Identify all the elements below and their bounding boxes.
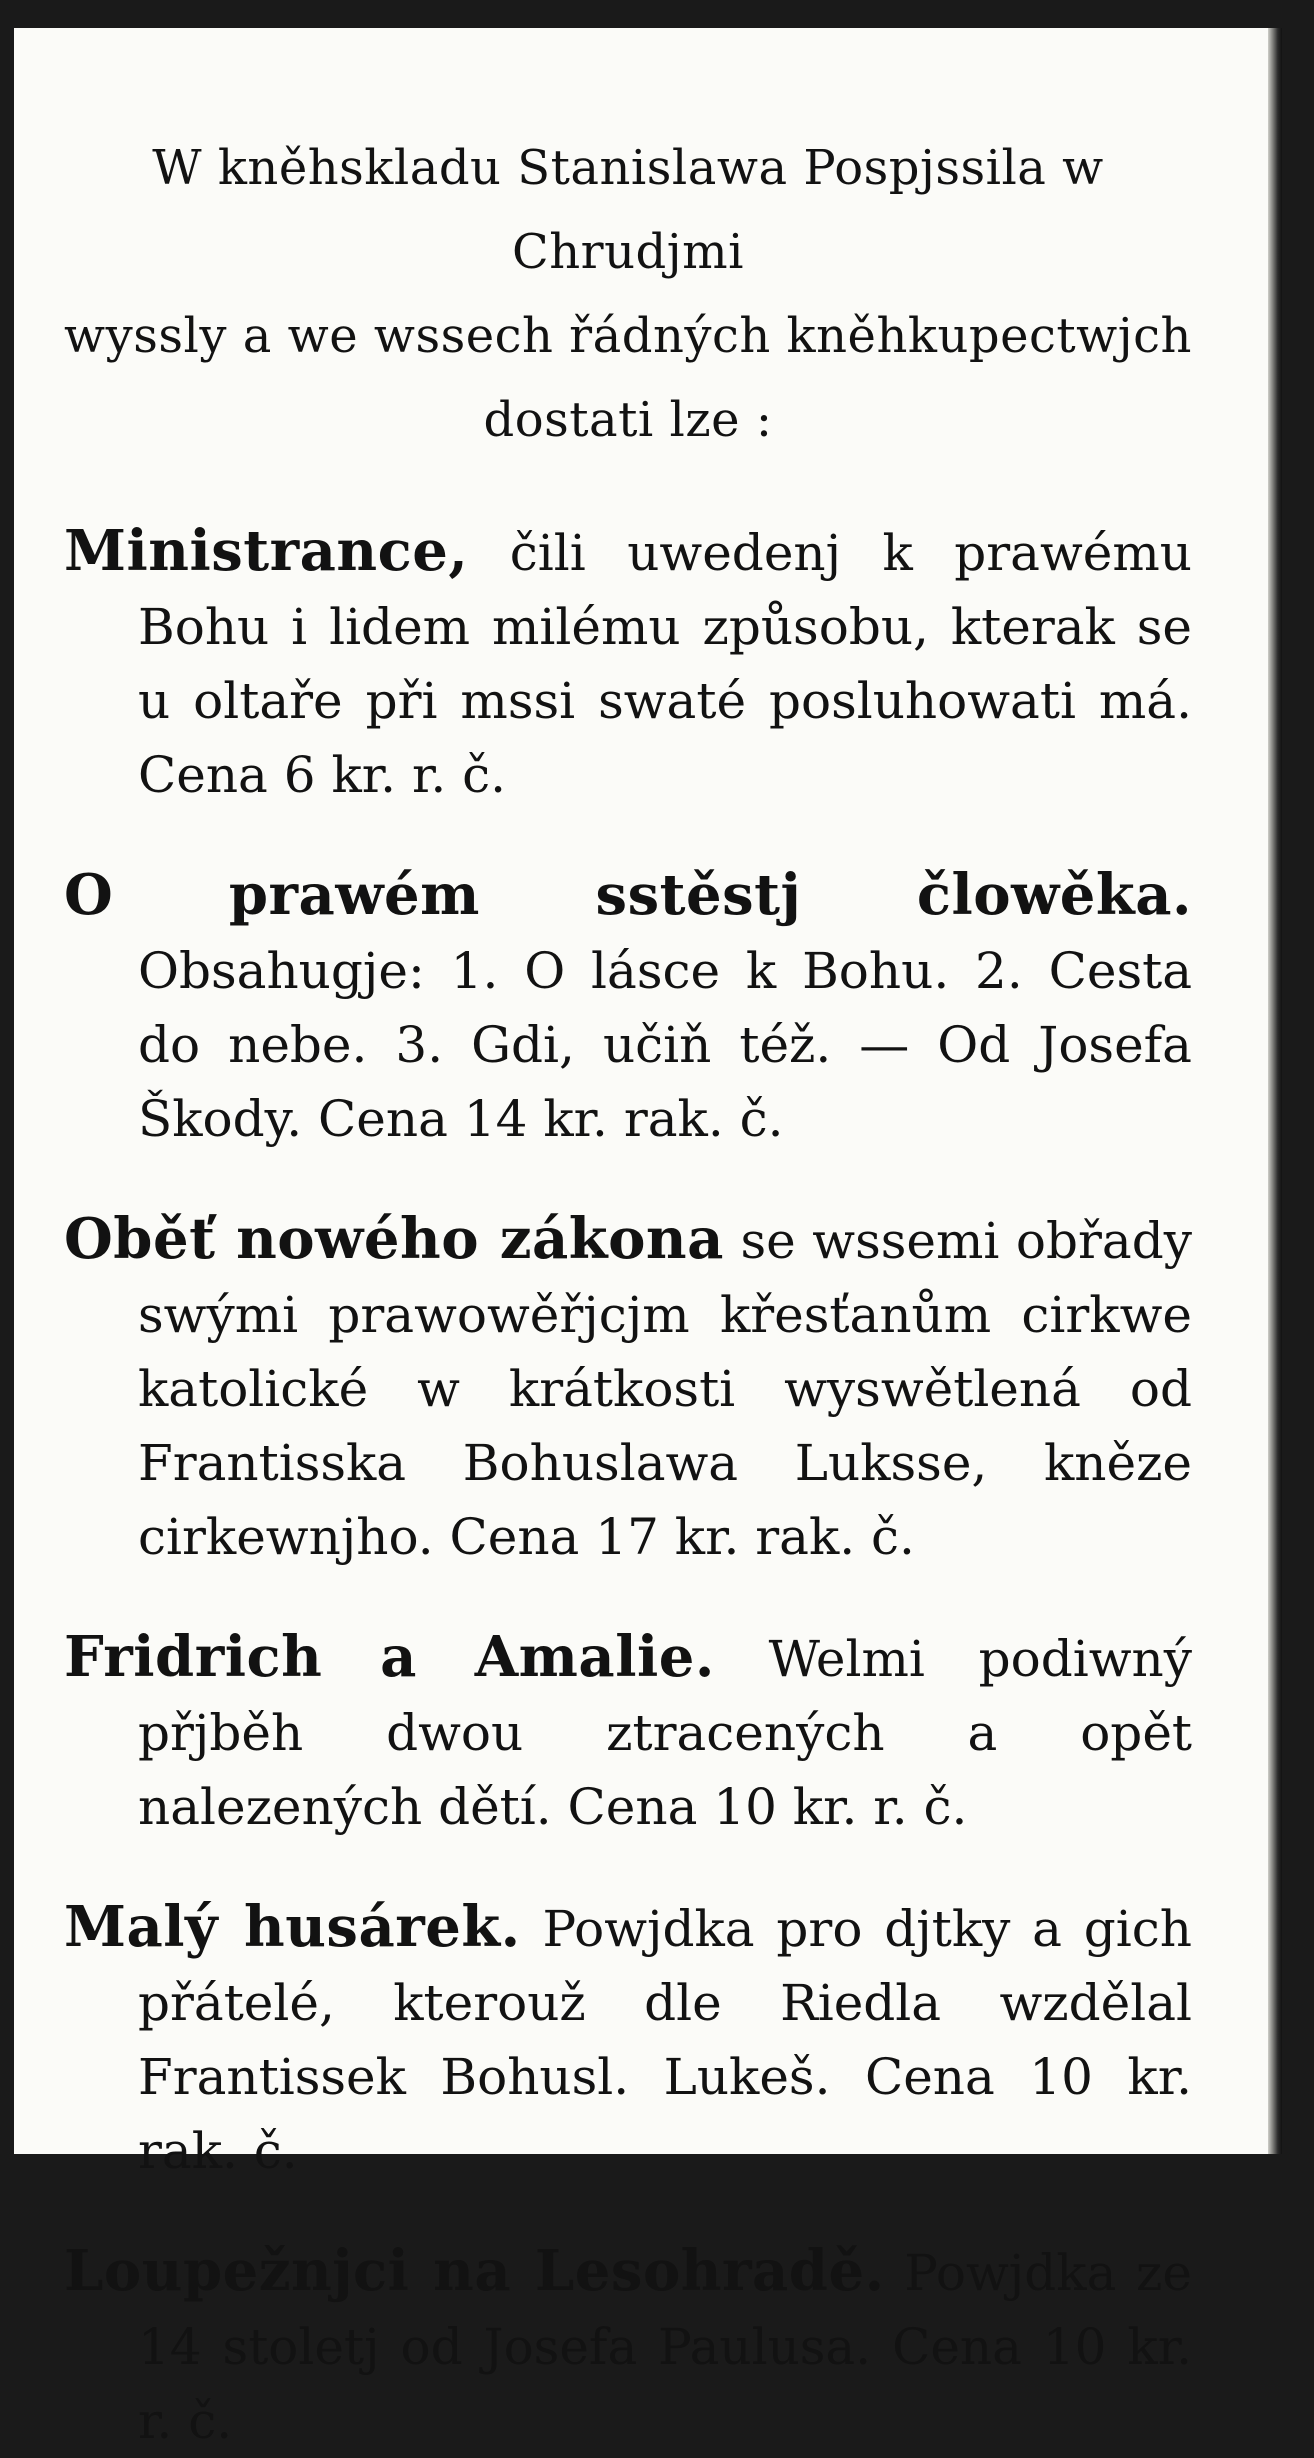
book-description: se wssemi obřady swými prawowěřjcjm křesťanům cirkwe katolické w krátkosti wyswětlená od Frantisska Bohuslawa Lukssе, kněze cirkewnjho. Cena 17 kr. rak. č. — [138, 1212, 1192, 1566]
book-entry-o-prawem-sstesti — [64, 858, 1192, 1156]
book-description: Powjdka pro djtky a gich přátelé, kterouž dle Riedla wzdělal Frantissek Bohusl. Lukeš. Cena 10 kr. rak. č. — [138, 1900, 1192, 2180]
page-edge-shadow — [1268, 28, 1282, 2154]
book-description: Powjdka ze 14 stoletj od Josefa Paulusa. Cena 10 kr. r. č. — [138, 2244, 1192, 2450]
book-entry-loupeznici — [64, 2234, 1192, 2458]
header-line-2: wyssly a we wssech řádných kněhkupectwjch — [64, 308, 1192, 364]
book-description: Obsahugje: 1. O lásce k Bohu. 2. Cesta do nebe. 3. Gdi, učiň též. — Od Josefa Škody. Cena 14 kr. rak. č. — [138, 942, 1192, 1148]
book-entry-ministrance — [64, 514, 1192, 812]
book-title: Loupežnjci na Lesohradě. — [64, 2238, 885, 2304]
header — [64, 126, 1192, 462]
book-title: O prawém sstěstj člowěka. — [64, 862, 1192, 928]
book-title: Ministrance, — [64, 518, 469, 584]
book-title: Malý husárek. — [64, 1894, 521, 1960]
book-title: Oběť nowého zákona — [64, 1206, 724, 1272]
header-line-3: dostati lze : — [483, 392, 773, 448]
page — [14, 28, 1282, 2450]
book-entry-obet-noweho-zakona — [64, 1202, 1192, 1574]
book-entry-fridrich-a-amalie — [64, 1620, 1192, 1844]
book-entry-maly-husarek — [64, 1890, 1192, 2188]
book-description: Welmi podiwný přjběh dwou ztracených a opět nalezených dětí. Cena 10 kr. r. č. — [138, 1630, 1192, 1836]
book-title: Fridrich a Amalie. — [64, 1624, 715, 1690]
header-line-1: W kněhskladu Stanislawa Pospjssila w Chrudjmi — [152, 140, 1104, 280]
advertisement-text — [64, 126, 1192, 2458]
book-description: čili uwedenj k prawému Bohu i lidem milému způsobu, kterak se u oltaře při mssi swaté posluhowati má. Cena 6 kr. r. č. — [138, 524, 1192, 804]
